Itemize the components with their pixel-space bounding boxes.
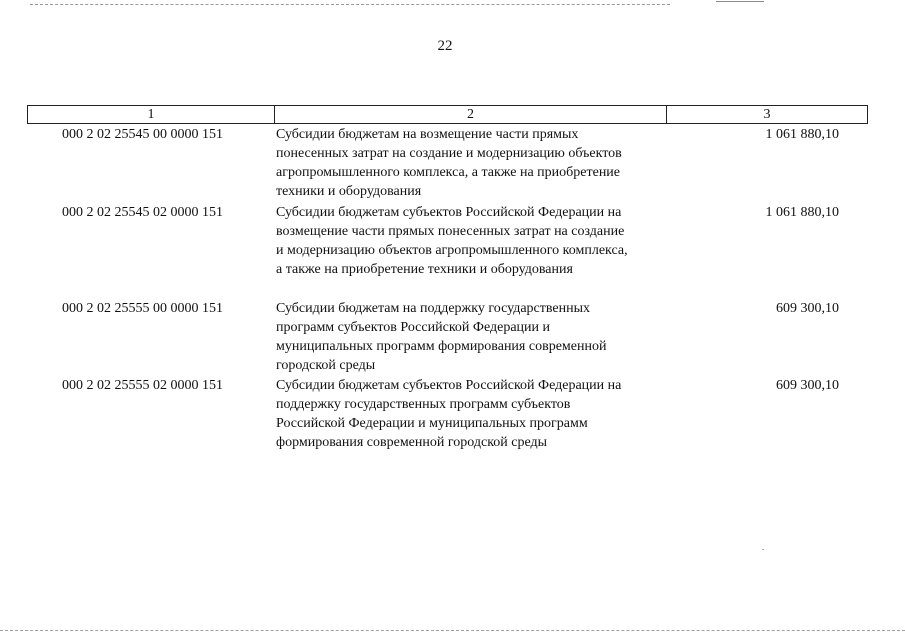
- row-description: [276, 299, 671, 375]
- row-code: 000 2 02 25555 02 0000 151: [62, 378, 223, 393]
- description-line: и модернизацию объектов агропромышленного комплекса,: [276, 243, 628, 258]
- column-header-description: 2: [275, 106, 667, 123]
- row-description: [276, 125, 671, 201]
- row-amount: 609 300,10: [776, 378, 839, 393]
- description-line: формирования современной городской среды: [276, 435, 548, 450]
- description-line: программ субъектов Российской Федерации и: [276, 320, 551, 335]
- description-line: Субсидии бюджетам на возмещение части прямых: [276, 127, 579, 142]
- scan-artifact-top-right: [716, 1, 764, 2]
- description-line: техники и оборудования: [276, 184, 422, 199]
- row-description: [276, 203, 671, 279]
- page-number: 22: [437, 38, 453, 54]
- scan-artifact-dot: [762, 549, 764, 550]
- description-line: Субсидии бюджетам на поддержку государственных: [276, 301, 591, 316]
- description-line: а также на приобретение техники и оборудования: [276, 262, 573, 277]
- description-line: Субсидии бюджетам субъектов Российской Федерации на: [276, 378, 622, 393]
- column-header-code: 1: [28, 106, 275, 123]
- row-code: 000 2 02 25545 00 0000 151: [62, 127, 223, 142]
- row-amount: 609 300,10: [776, 301, 839, 316]
- scan-artifact-bottom: [0, 630, 905, 631]
- description-line: агропромышленного комплекса, а также на приобретение: [276, 165, 621, 180]
- column-header-amount: 3: [763, 107, 771, 122]
- description-line: городской среды: [276, 358, 376, 373]
- description-line: понесенных затрат на создание и модернизацию объектов: [276, 146, 622, 161]
- row-description: [276, 376, 671, 452]
- description-line: поддержку государственных программ субъектов: [276, 397, 571, 412]
- row-code: 000 2 02 25555 00 0000 151: [62, 301, 223, 316]
- description-line: Субсидии бюджетам субъектов Российской Федерации на: [276, 205, 622, 220]
- row-amount: 1 061 880,10: [765, 205, 839, 220]
- description-line: муниципальных программ формирования современной: [276, 339, 607, 354]
- description-line: Российской Федерации и муниципальных программ: [276, 416, 588, 431]
- description-line: возмещение части прямых понесенных затрат на создание: [276, 224, 625, 239]
- row-code: 000 2 02 25545 02 0000 151: [62, 205, 223, 220]
- scan-artifact-top: [30, 4, 670, 5]
- table-header: [27, 105, 868, 124]
- row-amount: 1 061 880,10: [765, 127, 839, 142]
